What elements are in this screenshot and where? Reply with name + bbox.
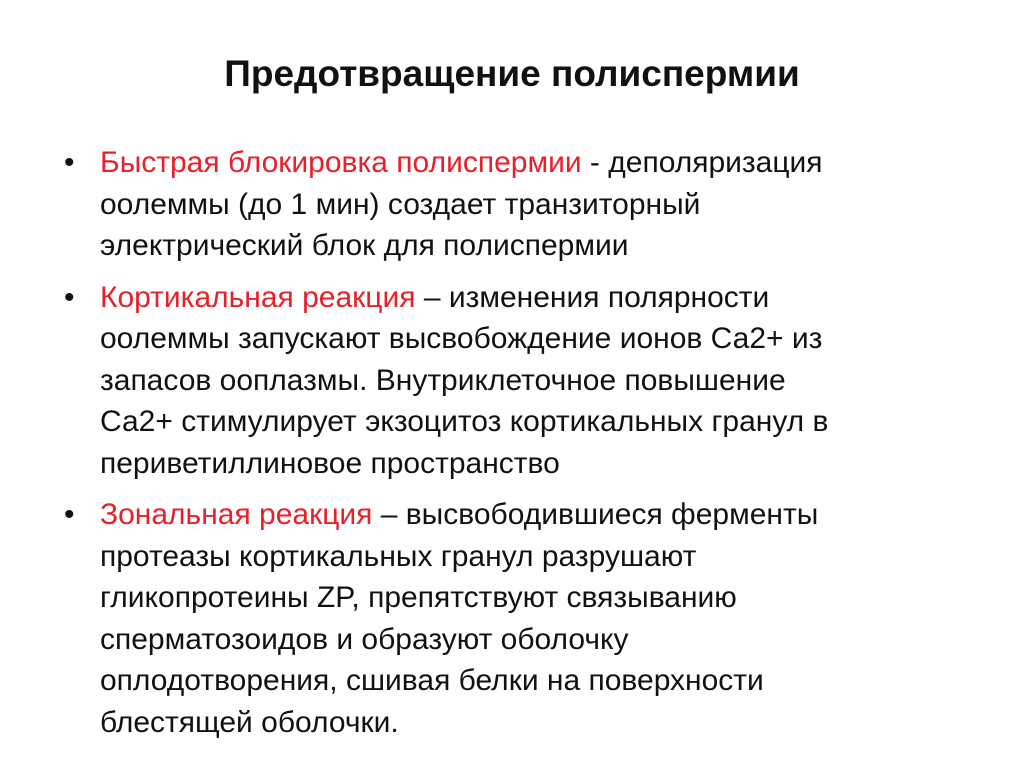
bullet-term: Зональная реакция — [100, 498, 373, 531]
bullet-line-text: - деполяризация — [581, 146, 823, 179]
bullet-line: сперматозоидов и образуют оболочку — [100, 622, 629, 656]
bullet-line-text: – изменения полярности — [415, 280, 770, 314]
bullet-item-zonal-reaction — [64, 494, 964, 743]
bullet-marker: • — [64, 498, 75, 531]
bullet-line: периветиллиновое пространство — [100, 446, 560, 480]
bullet-line — [100, 494, 964, 536]
bullet-text — [100, 277, 964, 485]
bullet-marker: • — [64, 146, 75, 179]
bullet-line: запасов ооплазмы. Внутриклеточное повышение — [100, 363, 786, 397]
bullet-term: Быстрая блокировка полиспермии — [100, 146, 582, 179]
bullet-list — [64, 142, 964, 753]
bullet-line-text: – высвободившиеся ферменты — [372, 498, 819, 531]
bullet-line — [100, 277, 964, 319]
bullet-line: оолеммы запускают высвобождение ионов Са2+ из — [100, 322, 823, 355]
bullet-marker: • — [64, 280, 75, 314]
bullet-line: электрический блок для полиспермии — [100, 229, 629, 262]
bullet-line: оплодотворения, сшивая белки на поверхности — [100, 664, 764, 697]
bullet-line — [100, 142, 964, 184]
bullet-item-fast-block — [64, 142, 964, 267]
bullet-line: оолеммы (до 1 мин) создает транзиторный — [100, 187, 701, 221]
bullet-text — [100, 494, 964, 743]
slide-title: Предотвращение полиспермии — [224, 53, 800, 94]
bullet-term: Кортикальная реакция — [100, 280, 416, 314]
bullet-item-cortical-reaction — [64, 277, 964, 485]
bullet-line: Са2+ стимулирует экзоцитоз кортикальных гранул в — [100, 405, 829, 438]
bullet-line: гликопротеины ZP, препятствуют связыванию — [100, 581, 737, 614]
bullet-text — [100, 142, 964, 267]
bullet-line: протеазы кортикальных гранул разрушают — [100, 539, 697, 573]
bullet-line: блестящей оболочки. — [100, 705, 399, 739]
